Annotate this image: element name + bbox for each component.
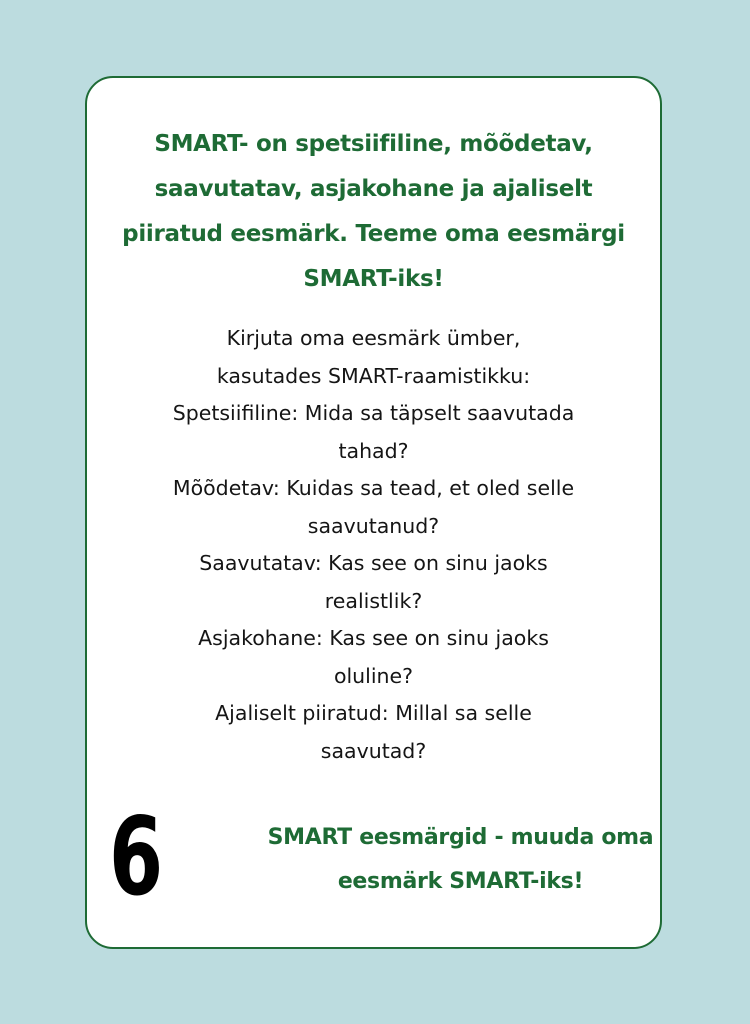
instruction-line: Ajaliselt piiratud: Millal sa selle [215,701,532,725]
instruction-line: Spetsiifiline: Mida sa täpselt saavutada [172,401,575,425]
instruction-line: tahad? [338,438,409,463]
task-card [85,76,662,949]
instruction-line: Kirjuta oma eesmärk ümber, [226,326,521,350]
instruction-line: oluline? [333,663,414,688]
instruction-line: kasutades SMART-raamistikku: [216,363,531,388]
card-footer-title: SMART eesmärgid - muuda oma eesmärk SMART-iks! [267,825,654,894]
instruction-line: realistlik? [324,588,423,613]
instruction-line: Saavutatav: Kas see on sinu jaoks [199,551,548,575]
instruction-line: saavutad? [320,738,427,763]
instruction-line: Asjakohane: Kas see on sinu jaoks [198,626,549,650]
card-number: 6 [109,795,164,920]
instructions-block [107,320,640,770]
instruction-line: Mõõdetav: Kuidas sa tead, et oled selle [172,476,575,500]
card-headline: SMART- on spetsiifiline, mõõdetav, saavutatav, asjakohane ja ajaliselt piiratud eesmärk. Teeme oma eesmärgi SMART-iks! [122,131,625,292]
instruction-line: saavutanud? [307,513,440,538]
